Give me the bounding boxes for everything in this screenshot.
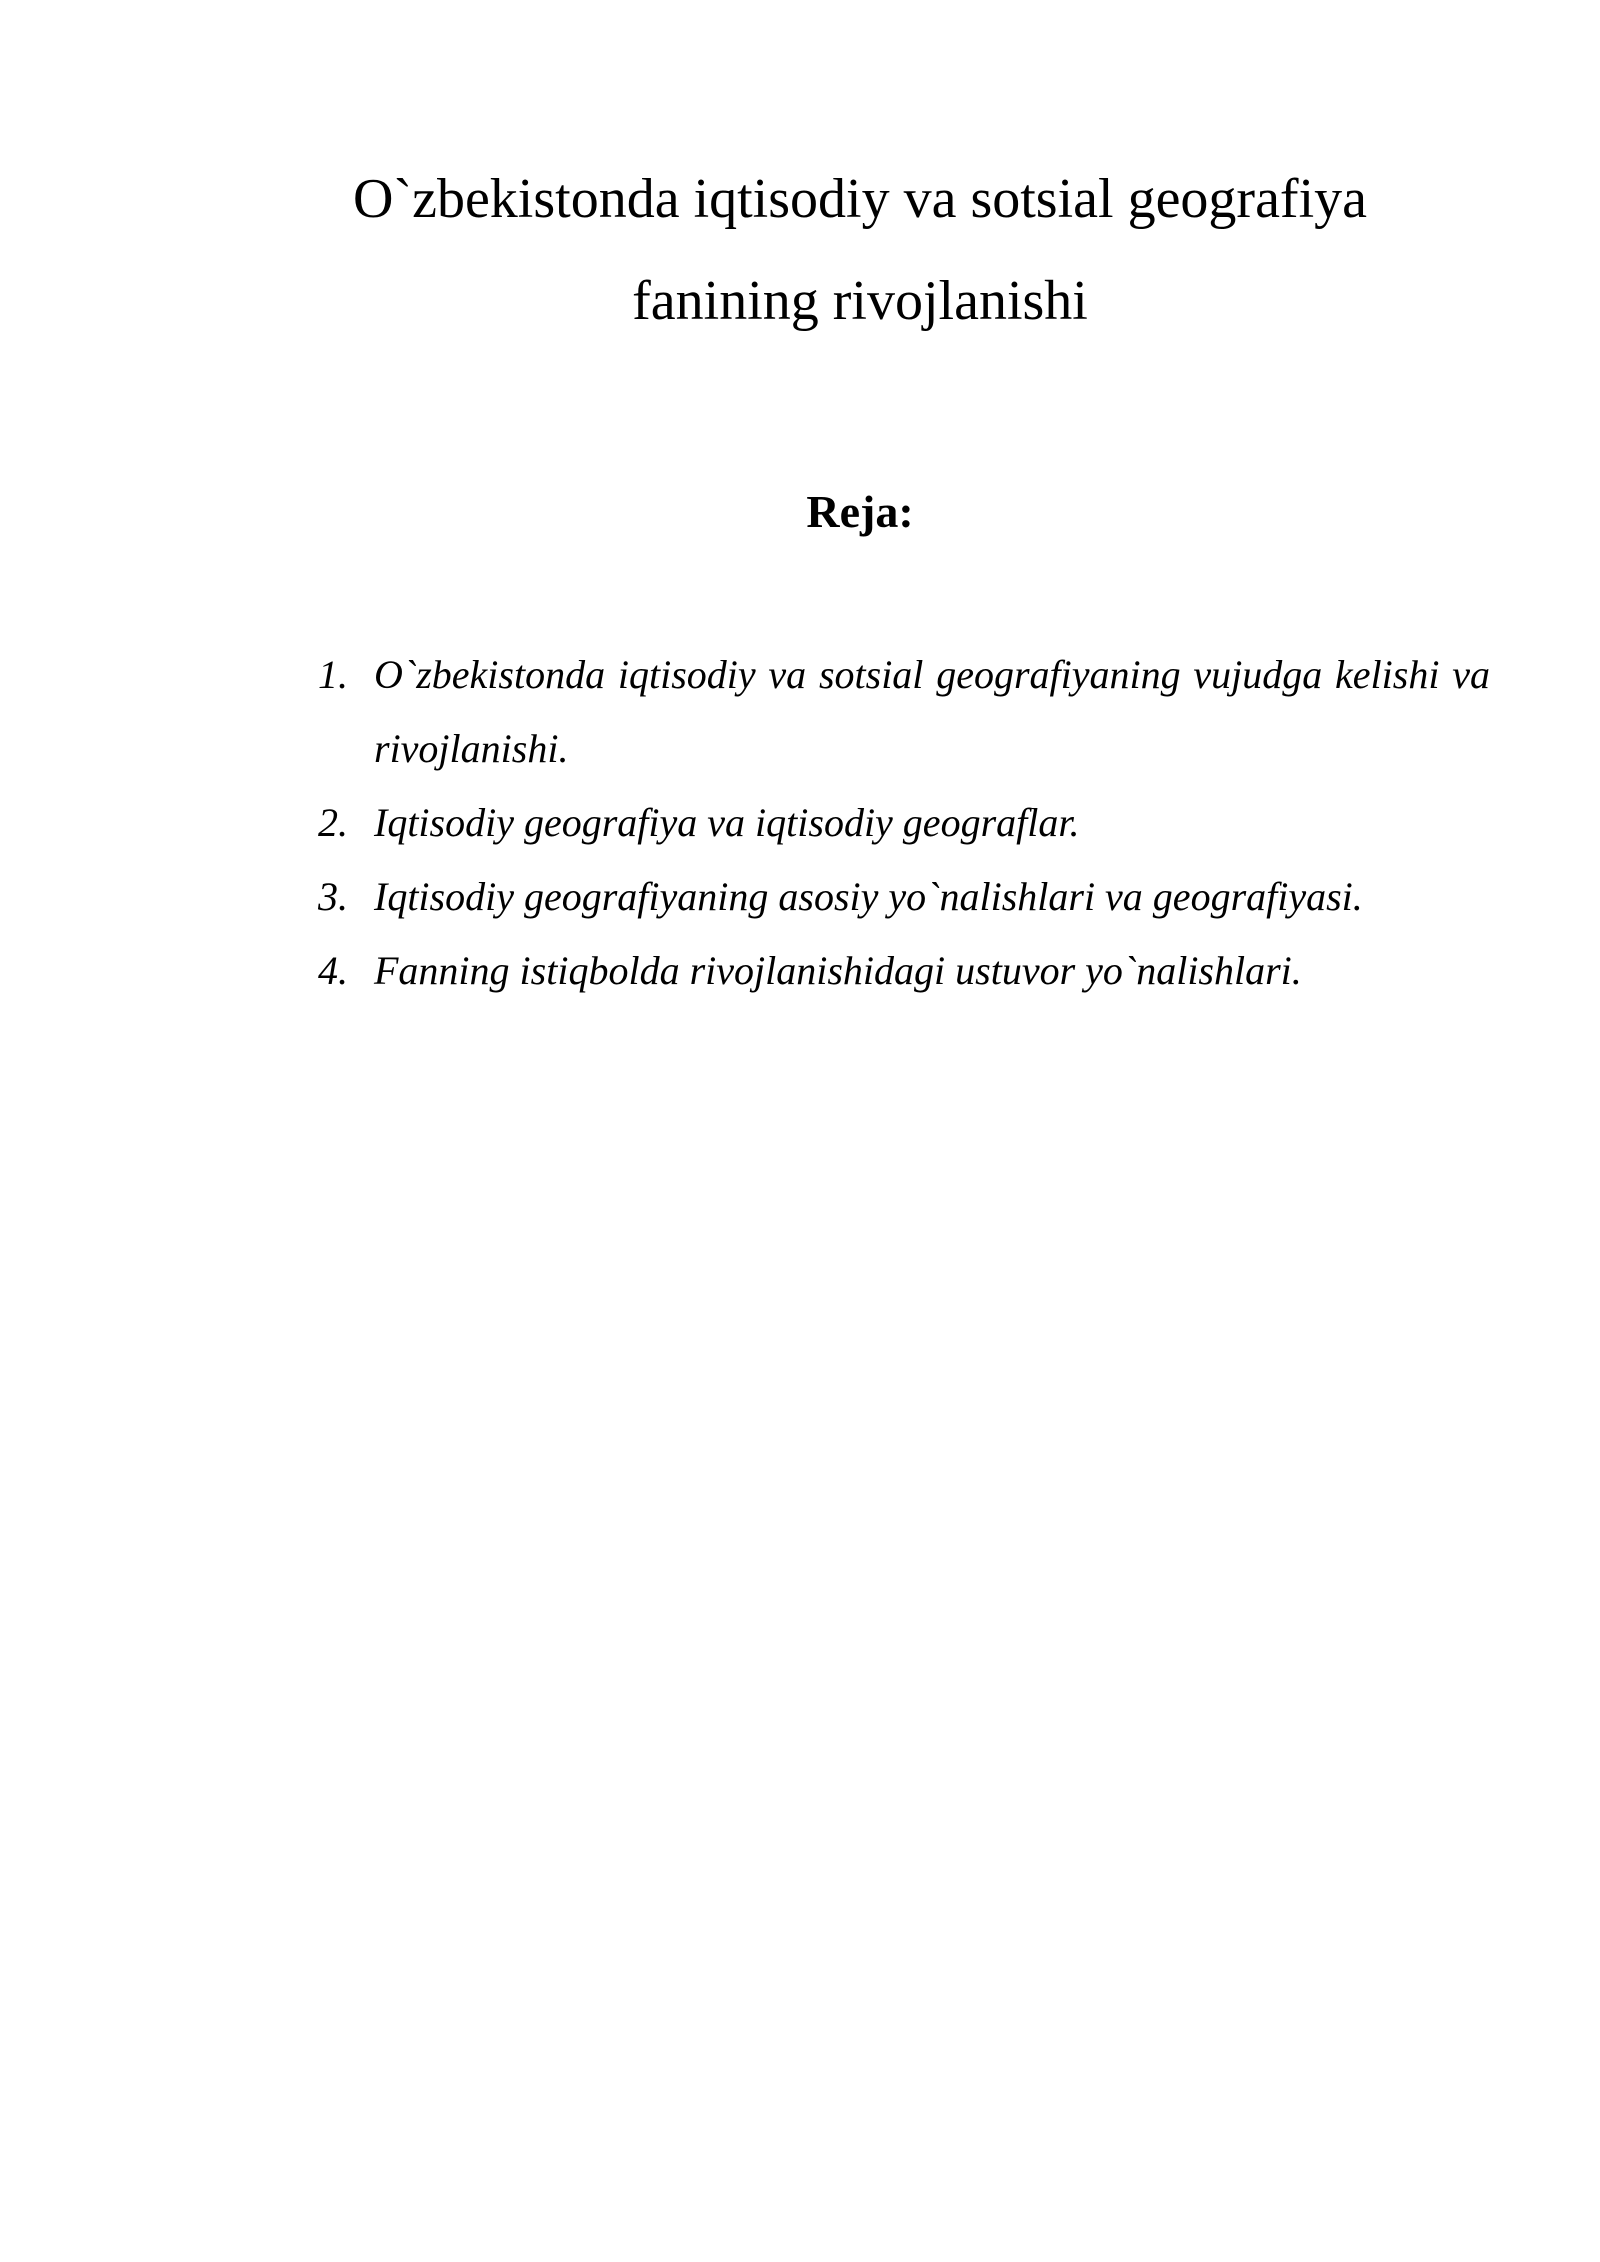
plan-item-4 bbox=[318, 934, 1490, 1008]
plan-item-number: 3. bbox=[318, 874, 348, 919]
plan-item-2 bbox=[318, 786, 1490, 860]
plan-item-3 bbox=[318, 860, 1490, 934]
plan-list bbox=[318, 638, 1490, 1008]
title-line-1: O`zbekistonda iqtisodiy va sotsial geografiya bbox=[353, 168, 1367, 230]
plan-item-text: O`zbekistonda iqtisodiy va sotsial geografiyaning vujudga kelishi va rivojlanishi. bbox=[374, 652, 1490, 771]
plan-item-text: Iqtisodiy geografiyaning asosiy yo`nalishlari va geografiyasi. bbox=[374, 874, 1363, 919]
plan-item-number: 2. bbox=[318, 800, 348, 845]
plan-item-number: 4. bbox=[318, 948, 348, 993]
plan-item-number: 1. bbox=[318, 652, 348, 697]
document-title bbox=[260, 148, 1460, 352]
plan-item-text: Iqtisodiy geografiya va iqtisodiy geograflar. bbox=[374, 800, 1080, 845]
plan-item-1 bbox=[318, 638, 1490, 786]
plan-item-text: Fanning istiqbolda rivojlanishidagi ustuvor yo`nalishlari. bbox=[374, 948, 1302, 993]
title-line-2: fanining rivojlanishi bbox=[632, 270, 1088, 332]
plan-heading: Reja: bbox=[806, 486, 914, 537]
